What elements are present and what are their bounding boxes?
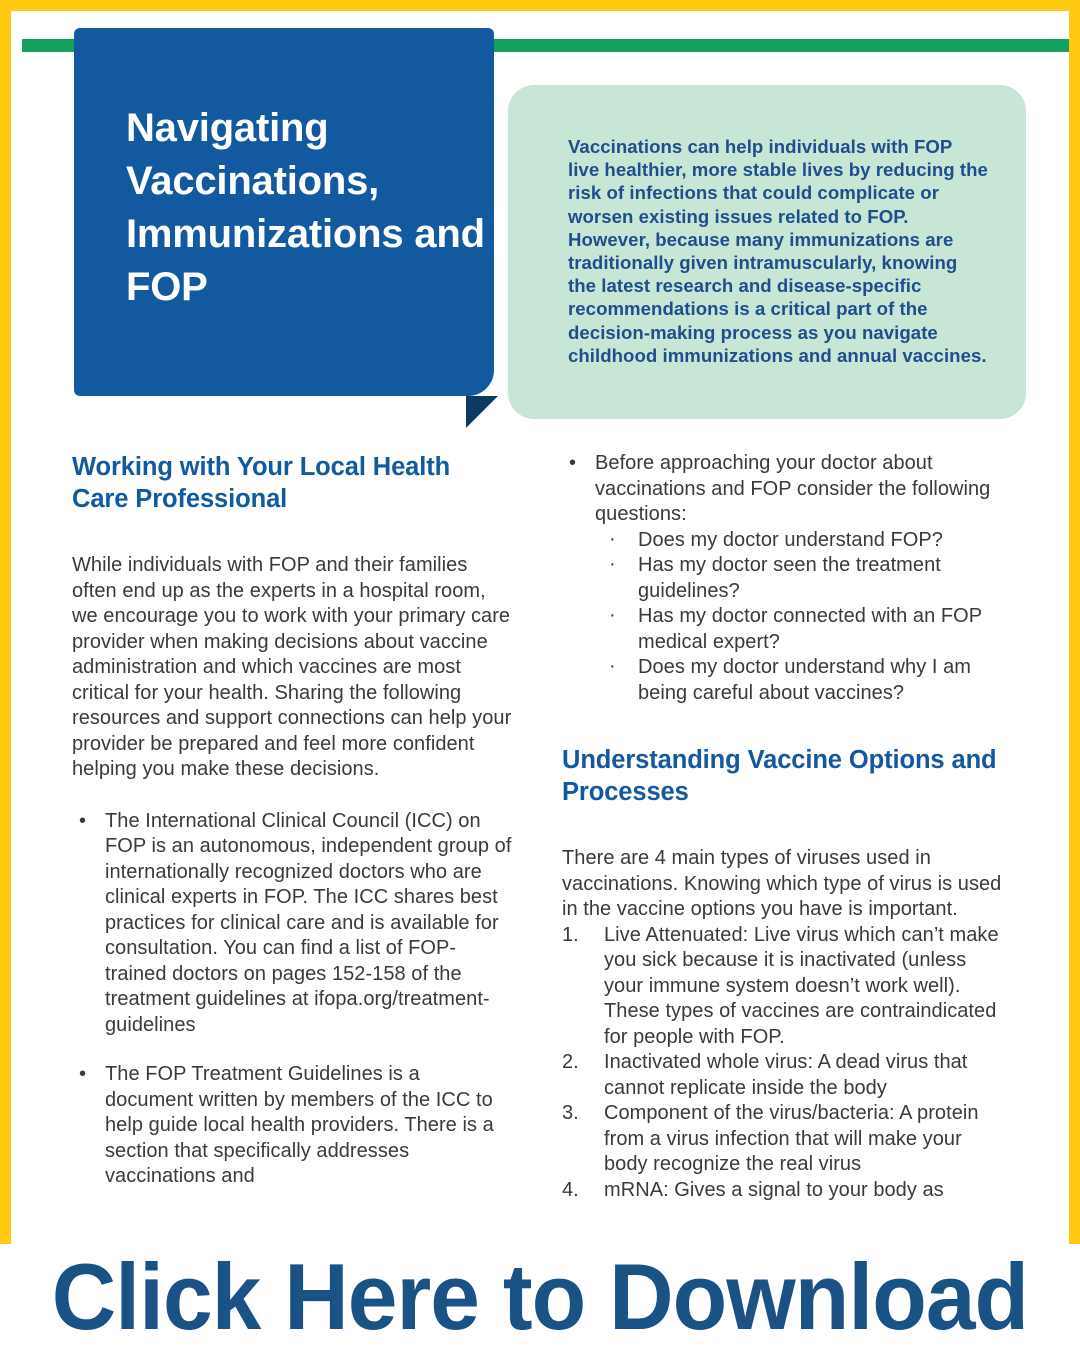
intro-panel <box>508 85 1026 419</box>
list-item <box>562 451 1002 706</box>
list-item-text: Inactivated whole virus: A dead virus that cannot replicate inside the body <box>604 1051 968 1099</box>
sub-bullet-icon: · <box>609 527 616 550</box>
list-item-text: Has my doctor seen the treatment guidelines? <box>638 554 941 602</box>
list-item-text: Component of the virus/bacteria: A protein from a virus infection that will make your body recognize the real virus <box>604 1102 979 1175</box>
list-item <box>595 528 1002 554</box>
list-item <box>562 923 1002 1051</box>
right-question-list <box>562 451 1002 706</box>
list-item-number: 3. <box>562 1102 579 1124</box>
left-paragraph: While individuals with FOP and their families often end up as the experts in a hospital room, we encourage you to work with your primary care provider when making decisions about vaccine administration and which vaccines are most critical for your health. Sharing the following resources and support connections can help your provider be prepared and feel more confident helping you make these decisions. <box>72 554 512 780</box>
hero-section <box>11 11 1069 431</box>
right-paragraph: There are 4 main types of viruses used in vaccinations. Knowing which type of virus is used in the vaccine options you have is important. <box>562 847 1002 920</box>
list-item-text: The FOP Treatment Guidelines is a document written by members of the ICC to help guide local health providers. There is a section that specifically addresses vaccinations and <box>105 1063 494 1187</box>
speech-bubble-tail <box>466 396 498 428</box>
left-column <box>72 451 512 1190</box>
list-item-text: Has my doctor connected with an FOP medical expert? <box>638 605 982 653</box>
list-item-text: The International Clinical Council (ICC) on FOP is an autonomous, independent group of internationally recognized doctors who are clinical experts in FOP. The ICC shares best practices for clinical care and is available for consultation. You can find a list of FOP-trained doctors on pages 152-158 of the treatment guidelines at ifopa.org/treatment-guidelines <box>105 809 512 1036</box>
intro-paragraph: Vaccinations can help individuals with FOP live healthier, more stable lives by reducing the risk of infections that could complicate or worsen existing issues related to FOP. However, because many immunizations are traditionally given intramuscularly, knowing the latest research and disease-specific recommendations is a critical part of the decision-making process as you navigate childhood immunizations and annual vaccines. <box>568 136 988 366</box>
frame-border-top <box>0 0 1080 11</box>
question-sub-list <box>595 528 1002 707</box>
list-item <box>562 1178 1002 1204</box>
list-item <box>595 604 1002 655</box>
right-section-heading: Understanding Vaccine Options and Processes <box>562 746 997 806</box>
list-item <box>595 655 1002 706</box>
right-column <box>562 451 1002 1203</box>
sub-bullet-icon: · <box>609 655 616 677</box>
left-section-heading: Working with Your Local Health Care Professional <box>72 453 451 513</box>
virus-type-list <box>562 923 1002 1204</box>
list-item-number: 4. <box>562 1178 579 1201</box>
document-sheet <box>11 11 1069 1244</box>
list-item <box>562 1050 1002 1101</box>
bullet-icon: • <box>569 452 577 474</box>
list-item <box>72 1062 512 1190</box>
list-item <box>562 1101 1002 1178</box>
list-item-number: 1. <box>562 923 579 946</box>
sub-bullet-icon: · <box>609 604 616 626</box>
frame-border-left <box>0 0 11 1244</box>
body-columns <box>11 451 1069 1244</box>
list-item-text: Live Attenuated: Live virus which can’t make you sick because it is inactivated (unless your immune system doesn’t work well). These types of vaccines are contraindicated for people with FOP. <box>604 923 999 1048</box>
bullet-icon: • <box>79 809 87 832</box>
list-item-text: Does my doctor understand why I am being careful about vaccines? <box>638 656 971 704</box>
download-cta-banner[interactable] <box>0 1244 1080 1350</box>
list-item-text: Does my doctor understand FOP? <box>638 528 943 551</box>
title-block <box>74 28 494 396</box>
list-item-text: Before approaching your doctor about vaccinations and FOP consider the following questions: <box>595 452 991 525</box>
list-item-text: mRNA: Gives a signal to your body as <box>604 1178 944 1201</box>
frame-border-right <box>1069 0 1080 1244</box>
page-title: Navigating Vaccinations, Immunizations and FOP <box>126 106 485 309</box>
download-cta-label[interactable]: Click Here to Download <box>51 1244 1029 1349</box>
sub-bullet-icon: · <box>609 553 616 575</box>
list-item-number: 2. <box>562 1051 579 1073</box>
list-item <box>72 809 512 1039</box>
bullet-icon: • <box>79 1063 87 1085</box>
left-bullet-list <box>72 809 512 1190</box>
list-item <box>595 553 1002 604</box>
